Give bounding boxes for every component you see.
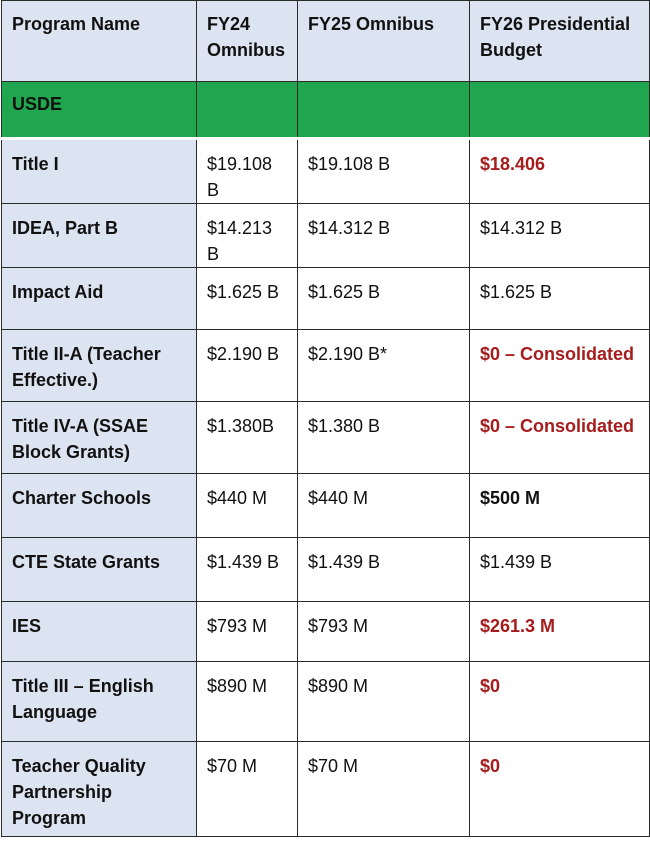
- table-row: [2, 538, 650, 602]
- table-row: [2, 330, 650, 402]
- fy26-cell: $1.625 B: [470, 268, 650, 330]
- header-row: [2, 1, 650, 82]
- fy25-cell: $14.312 B: [298, 204, 470, 268]
- fy24-cell: $19.108 B: [197, 139, 298, 204]
- table-row: [2, 268, 650, 330]
- fy24-cell: $440 M: [197, 474, 298, 538]
- fy25-cell: $793 M: [298, 602, 470, 662]
- section-empty-cell: [298, 82, 470, 139]
- header-fy25-omnibus: FY25 Omnibus: [298, 1, 470, 82]
- fy25-cell: $2.190 B*: [298, 330, 470, 402]
- program-name-cell: CTE State Grants: [2, 538, 197, 602]
- table-row: [2, 204, 650, 268]
- fy25-cell: $440 M: [298, 474, 470, 538]
- fy25-cell: $890 M: [298, 662, 470, 742]
- fy24-cell: $14.213 B: [197, 204, 298, 268]
- program-name-cell: Impact Aid: [2, 268, 197, 330]
- fy25-cell: $1.380 B: [298, 402, 470, 474]
- fy25-cell: $70 M: [298, 742, 470, 837]
- program-name-cell: Charter Schools: [2, 474, 197, 538]
- fy24-cell: $1.380B: [197, 402, 298, 474]
- header-program-name: Program Name: [2, 1, 197, 82]
- table-row: [2, 742, 650, 837]
- fy24-cell: $1.439 B: [197, 538, 298, 602]
- section-label: USDE: [2, 82, 197, 139]
- section-empty-cell: [470, 82, 650, 139]
- fy25-cell: $1.439 B: [298, 538, 470, 602]
- program-name-cell: Title III – English Language: [2, 662, 197, 742]
- program-name-cell: Title I: [2, 139, 197, 204]
- program-name-cell: IES: [2, 602, 197, 662]
- fy26-cell: $0 – Consolidated: [470, 402, 650, 474]
- fy26-cell: $0 – Consolidated: [470, 330, 650, 402]
- fy26-cell: $500 M: [470, 474, 650, 538]
- fy26-cell: $261.3 M: [470, 602, 650, 662]
- fy25-cell: $1.625 B: [298, 268, 470, 330]
- fy26-cell: $1.439 B: [470, 538, 650, 602]
- fy26-cell: $0: [470, 662, 650, 742]
- table-row: [2, 602, 650, 662]
- section-empty-cell: [197, 82, 298, 139]
- fy24-cell: $70 M: [197, 742, 298, 837]
- program-name-cell: IDEA, Part B: [2, 204, 197, 268]
- fy24-cell: $793 M: [197, 602, 298, 662]
- fy26-cell: $0: [470, 742, 650, 837]
- program-name-cell: Teacher Quality Partnership Program: [2, 742, 197, 837]
- program-name-cell: Title II-A (Teacher Effective.): [2, 330, 197, 402]
- budget-table: [1, 0, 650, 837]
- table-row: [2, 474, 650, 538]
- header-fy24-omnibus: FY24 Omnibus: [197, 1, 298, 82]
- fy24-cell: $890 M: [197, 662, 298, 742]
- fy24-cell: $2.190 B: [197, 330, 298, 402]
- table-row: [2, 402, 650, 474]
- fy26-cell: $18.406: [470, 139, 650, 204]
- section-row-usde: [2, 82, 650, 139]
- fy25-cell: $19.108 B: [298, 139, 470, 204]
- program-name-cell: Title IV-A (SSAE Block Grants): [2, 402, 197, 474]
- fy26-cell: $14.312 B: [470, 204, 650, 268]
- fy24-cell: $1.625 B: [197, 268, 298, 330]
- table-row: [2, 139, 650, 204]
- table-row: [2, 662, 650, 742]
- header-fy26-presidential-budget: FY26 Presidential Budget: [470, 1, 650, 82]
